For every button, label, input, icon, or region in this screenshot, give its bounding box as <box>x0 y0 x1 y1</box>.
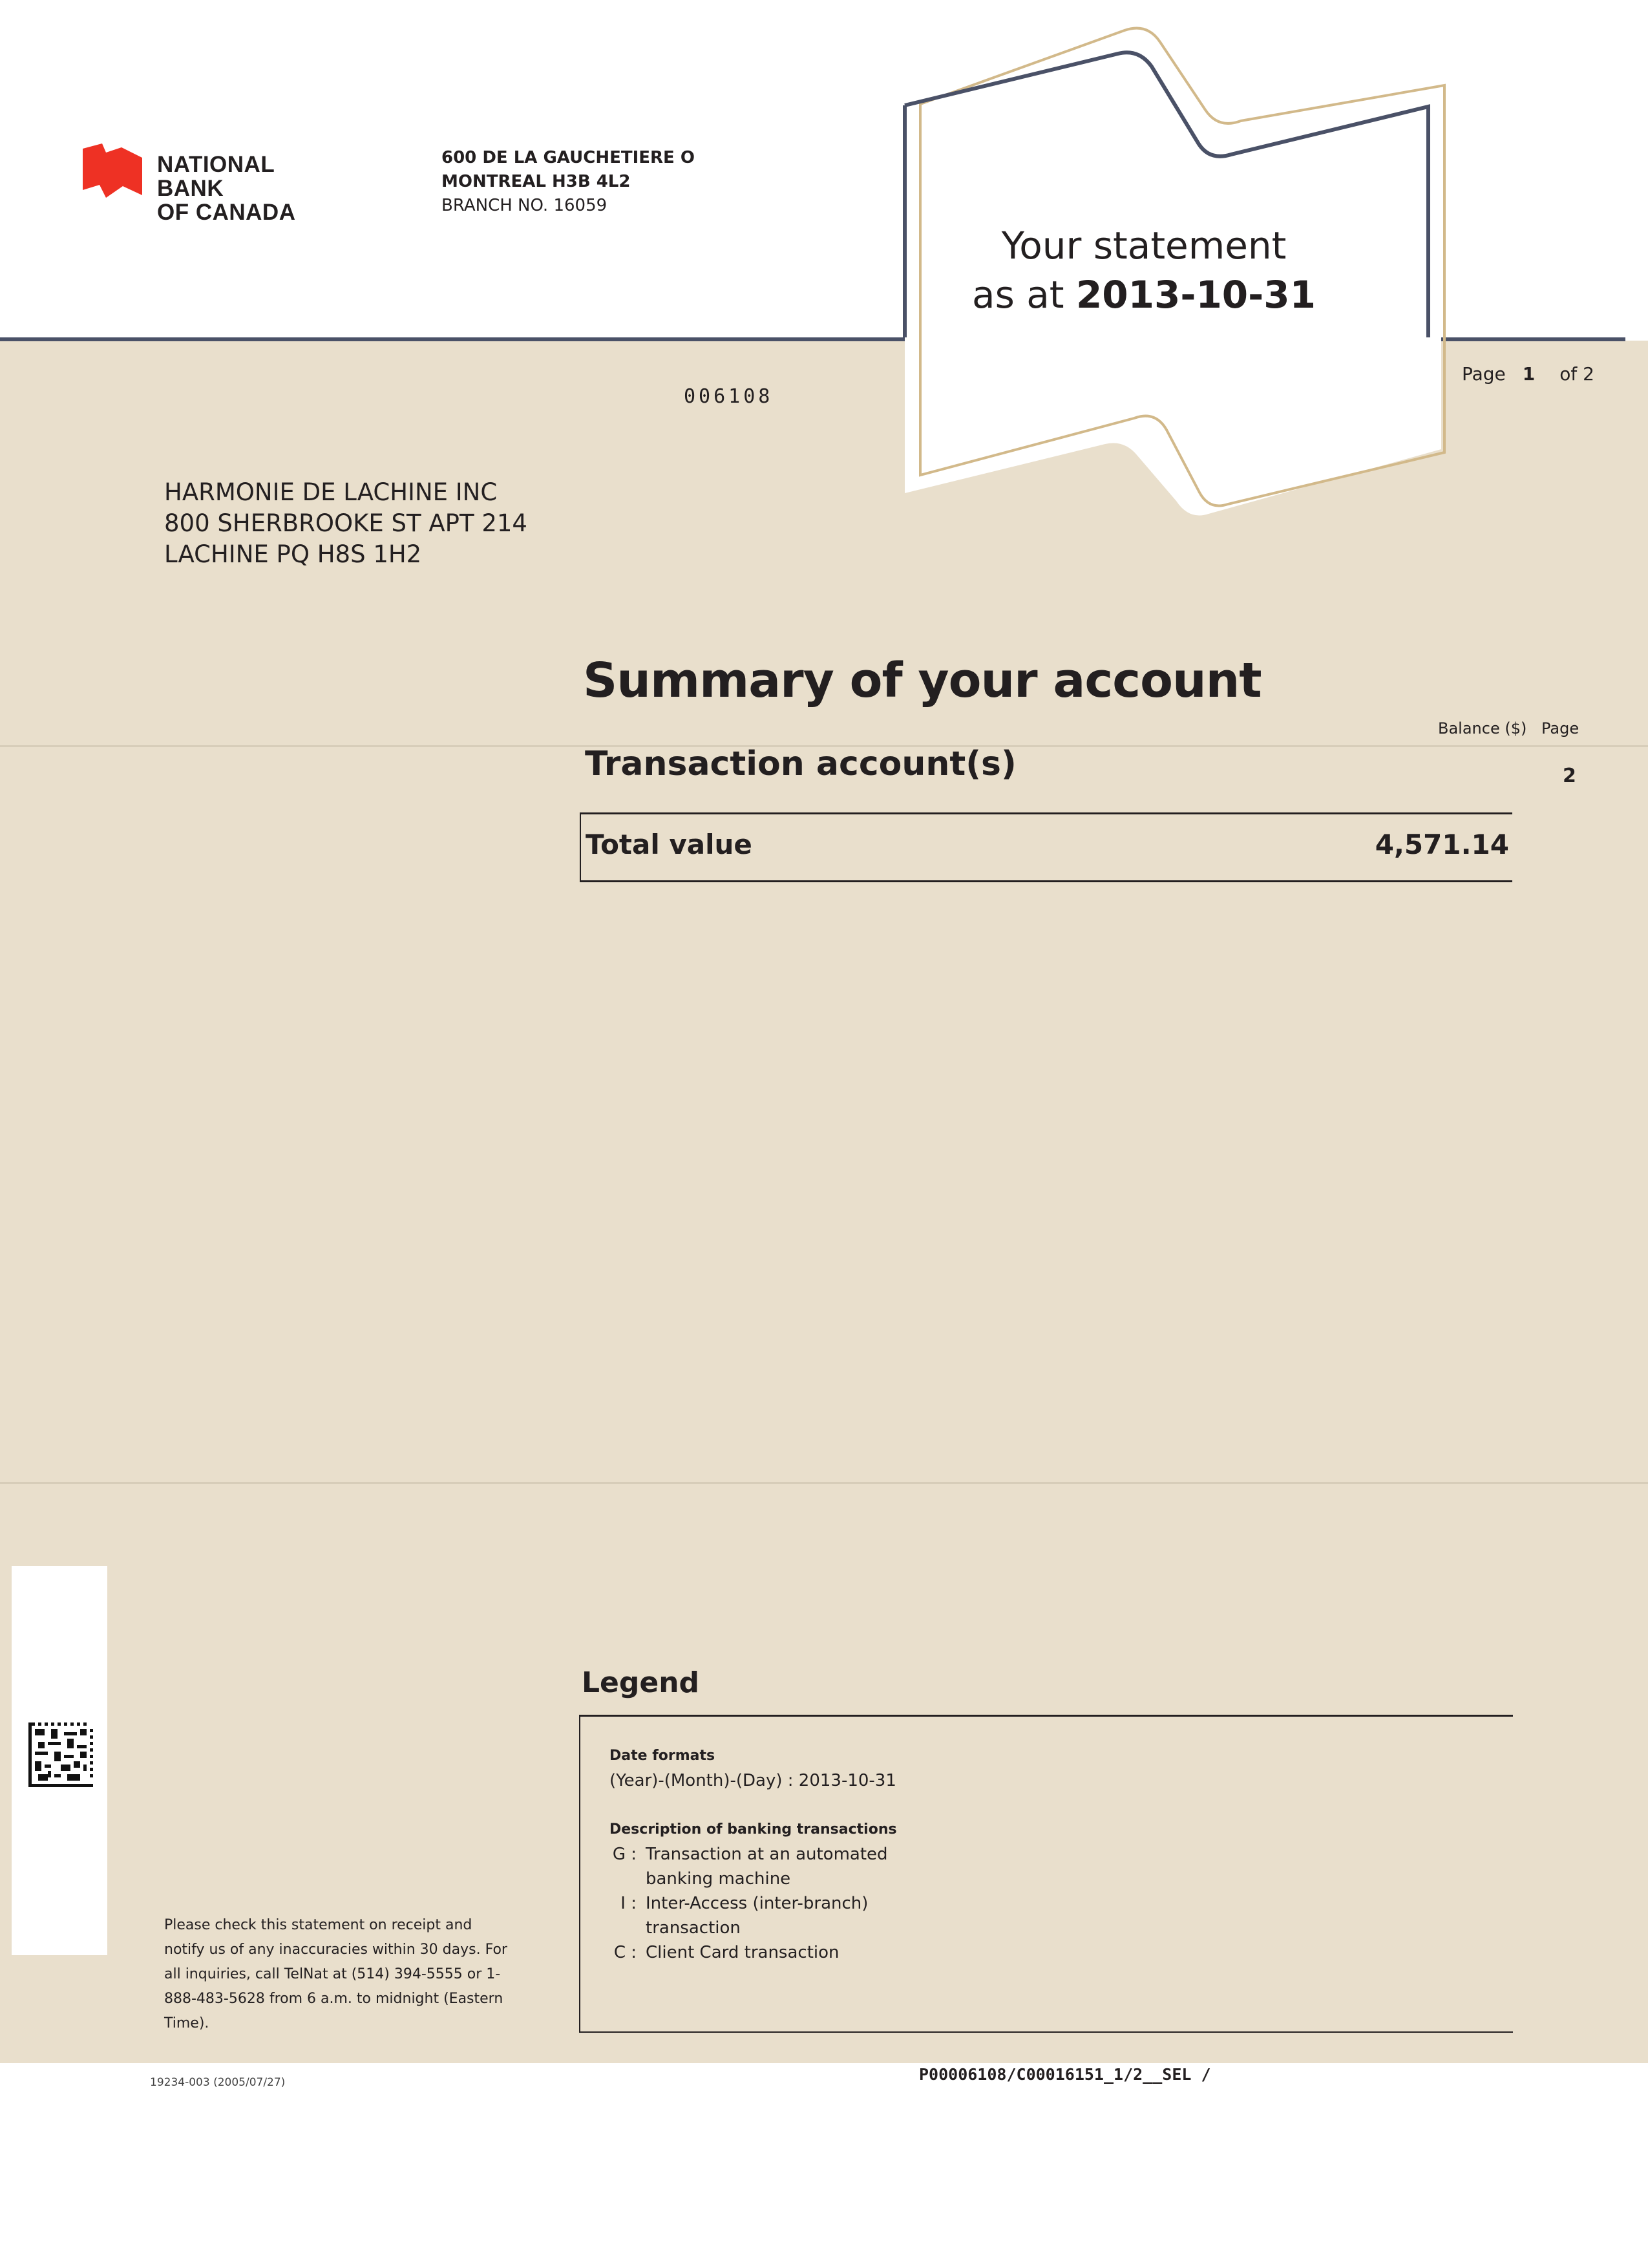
verification-notice: Please check this statement on receipt and notify us of any inaccuracies within 30 days. For all inquiries, call TelNat at (514) 394-5555 or 1-888-483-5628 from 6 a.m. to midnight (Eastern Time). <box>164 1917 507 2031</box>
legend-code: C : <box>613 1943 637 1962</box>
document-sequence-number: 006108 <box>684 385 774 408</box>
fold-line <box>0 1482 1648 1484</box>
statement-title <box>944 221 1344 319</box>
branch-address-line: MONTREAL H3B 4L2 <box>441 172 631 191</box>
datamatrix-barcode-icon <box>28 1722 93 1787</box>
bank-name-line: NATIONAL <box>157 152 275 177</box>
recipient-line: LACHINE PQ H8S 1H2 <box>164 540 422 568</box>
date-formats-heading: Date formats <box>609 1748 715 1764</box>
statement-date-line <box>944 270 1344 319</box>
transaction-codes-heading: Description of banking transactions <box>609 1821 897 1838</box>
legend-description: Inter-Access (inter-branch) transaction <box>646 1894 869 1938</box>
branch-address-line: 600 DE LA GAUCHETIERE O <box>441 148 695 167</box>
total-value-label: Total value <box>586 829 752 860</box>
page-column-header: Page <box>1541 719 1579 737</box>
form-number: 19234-003 (2005/07/27) <box>150 2076 286 2089</box>
as-at-label: as at <box>972 273 1064 317</box>
statement-title-text: Your statement <box>1001 224 1287 268</box>
legend-heading: Legend <box>582 1666 700 1699</box>
page-total: of 2 <box>1559 363 1594 385</box>
bank-name-line: BANK <box>157 176 224 201</box>
legend-item <box>609 1842 917 1891</box>
legend-description: Client Card transaction <box>646 1943 840 1962</box>
date-formats-text: (Year)-(Month)-(Day) : 2013-10-31 <box>609 1771 896 1790</box>
legend-description: Transaction at an automated banking machine <box>646 1845 888 1889</box>
transaction-accounts-page: 2 <box>1563 765 1576 787</box>
bank-name-line: OF CANADA <box>157 200 296 225</box>
page-label: Page <box>1462 363 1506 385</box>
recipient-line: 800 SHERBROOKE ST APT 214 <box>164 509 527 537</box>
page-indicator <box>1462 363 1594 385</box>
legend-item <box>609 1940 917 1965</box>
transaction-accounts-heading: Transaction account(s) <box>585 745 1017 783</box>
total-value-amount: 4,571.14 <box>1375 829 1509 860</box>
bank-name <box>157 153 295 224</box>
page-number: 1 <box>1522 363 1536 385</box>
legend-content <box>609 1744 917 1965</box>
balance-column-header: Balance ($) <box>1438 719 1527 737</box>
legend-item <box>609 1891 917 1940</box>
branch-address <box>441 146 695 218</box>
recipient-address <box>164 477 527 570</box>
legend-code: I : <box>620 1894 637 1913</box>
statement-date: 2013-10-31 <box>1075 273 1316 317</box>
branch-address-line: BRANCH NO. 16059 <box>441 196 607 215</box>
bank-logo-flag-icon <box>83 143 142 198</box>
legend-code: G : <box>612 1845 637 1864</box>
summary-heading: Summary of your account <box>583 653 1262 708</box>
recipient-line: HARMONIE DE LACHINE INC <box>164 478 498 506</box>
document-code: P00006108/C00016151_1/2__SEL / <box>919 2065 1211 2084</box>
